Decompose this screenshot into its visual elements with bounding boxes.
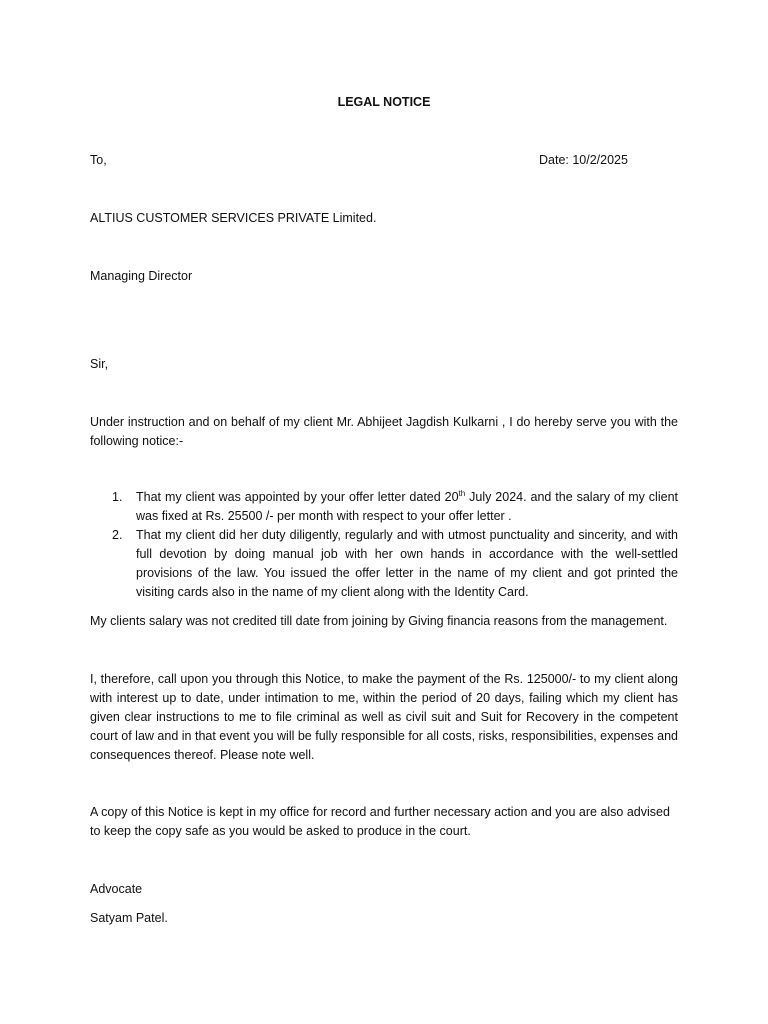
salutation: Sir,: [90, 357, 109, 371]
notice-title: LEGAL NOTICE: [337, 95, 431, 109]
list-item: [90, 526, 678, 602]
recipient-company: ALTIUS CUSTOMER SERVICES PRIVATE Limited.: [90, 211, 377, 225]
intro-paragraph: Under instruction and on behalf of my client Mr. Abhijeet Jagdish Kulkarni , I do hereby serve you with the following notice:-: [90, 415, 678, 448]
notice-points-list: [90, 488, 678, 602]
salary-statement: My clients salary was not credited till date from joining by Giving financia reasons from the management.: [90, 614, 668, 628]
ordinal-suffix: th: [458, 488, 466, 498]
copy-note-paragraph: A copy of this Notice is kept in my office for record and further necessary action and you are also advised to keep the copy safe as you would be asked to produce in the court.: [90, 805, 670, 838]
list-item-text: That my client did her duty diligently, regularly and with utmost punctuality and sincerity, and with full devotion by doing manual job with her own hands in accordance with the well-settled provisions of the law. You issued the offer letter in the name of my client and got printed the visiting cards also in the name of my client along with the Identity Card.: [136, 528, 678, 599]
signoff-role: Advocate: [90, 882, 143, 896]
list-item-number: 1.: [112, 490, 123, 504]
notice-date: Date: 10/2/2025: [539, 153, 628, 167]
to-label: To,: [90, 153, 107, 167]
list-item: [90, 488, 678, 526]
recipient-title: Managing Director: [90, 269, 193, 283]
demand-paragraph: I, therefore, call upon you through this Notice, to make the payment of the Rs. 125000/- to my client along with interest up to date, under intimation to me, within the period of 20 days, failing which my client has given clear instructions to me to file criminal as well as civil suit and Suit for Recovery in the competent court of law and in that event you will be fully responsible for all costs, risks, responsibilities, expenses and consequences thereof. Please note well.: [90, 672, 678, 762]
list-item-number: 2.: [112, 528, 123, 542]
list-item-text: That my client was appointed by your offer letter dated 20th July 2024. and the salary of my client was fixed at Rs. 25500 /- per month with respect to your offer letter .: [136, 488, 678, 523]
signoff-name: Satyam Patel.: [90, 911, 168, 925]
